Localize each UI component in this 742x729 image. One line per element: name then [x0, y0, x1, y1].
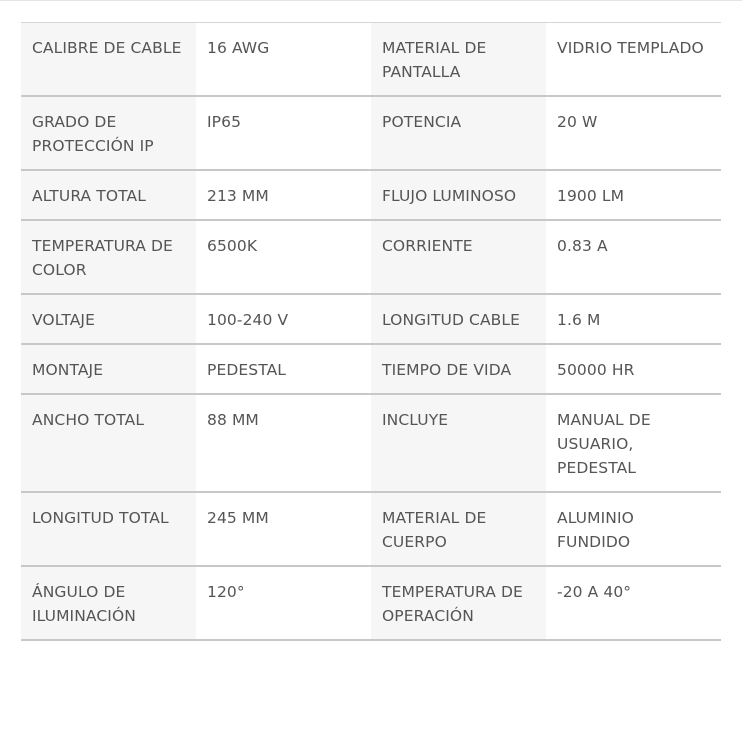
spec-value: VIDRIO TEMPLADO [546, 23, 721, 97]
spec-label: FLUJO LUMINOSO [371, 170, 546, 220]
spec-value: -20 A 40° [546, 566, 721, 640]
table-row [21, 394, 721, 492]
table-row [21, 23, 721, 97]
spec-label: TIEMPO DE VIDA [371, 344, 546, 394]
spec-label: CORRIENTE [371, 220, 546, 294]
spec-label: POTENCIA [371, 96, 546, 170]
spec-value: 1.6 M [546, 294, 721, 344]
top-divider [0, 0, 742, 1]
spec-label: TEMPERATURA DE COLOR [21, 220, 196, 294]
spec-label: ÁNGULO DE ILUMINACIÓN [21, 566, 196, 640]
spec-label: VOLTAJE [21, 294, 196, 344]
spec-value: 1900 LM [546, 170, 721, 220]
spec-label: ANCHO TOTAL [21, 394, 196, 492]
spec-label: ALTURA TOTAL [21, 170, 196, 220]
table-row [21, 220, 721, 294]
spec-label: INCLUYE [371, 394, 546, 492]
spec-value: 88 MM [196, 394, 371, 492]
table-row [21, 170, 721, 220]
spec-label: MATERIAL DE CUERPO [371, 492, 546, 566]
spec-value: 16 AWG [196, 23, 371, 97]
table-row [21, 492, 721, 566]
spec-label: GRADO DE PROTECCIÓN IP [21, 96, 196, 170]
spec-value: 6500K [196, 220, 371, 294]
spec-label: CALIBRE DE CABLE [21, 23, 196, 97]
spec-value: 120° [196, 566, 371, 640]
spec-value: 20 W [546, 96, 721, 170]
table-row [21, 566, 721, 640]
spec-value: ALUMINIO FUNDIDO [546, 492, 721, 566]
spec-value: 100-240 V [196, 294, 371, 344]
table-row [21, 294, 721, 344]
spec-value: 50000 HR [546, 344, 721, 394]
spec-label: TEMPERATURA DE OPERACIÓN [371, 566, 546, 640]
table-row [21, 96, 721, 170]
spec-label: MATERIAL DE PANTALLA [371, 23, 546, 97]
spec-value: PEDESTAL [196, 344, 371, 394]
spec-value: MANUAL DE USUARIO, PEDESTAL [546, 394, 721, 492]
spec-label: LONGITUD TOTAL [21, 492, 196, 566]
spec-value: 213 MM [196, 170, 371, 220]
specifications-table [21, 22, 721, 641]
spec-label: MONTAJE [21, 344, 196, 394]
spec-value: 0.83 A [546, 220, 721, 294]
table-row [21, 344, 721, 394]
spec-value: 245 MM [196, 492, 371, 566]
spec-value: IP65 [196, 96, 371, 170]
spec-label: LONGITUD CABLE [371, 294, 546, 344]
